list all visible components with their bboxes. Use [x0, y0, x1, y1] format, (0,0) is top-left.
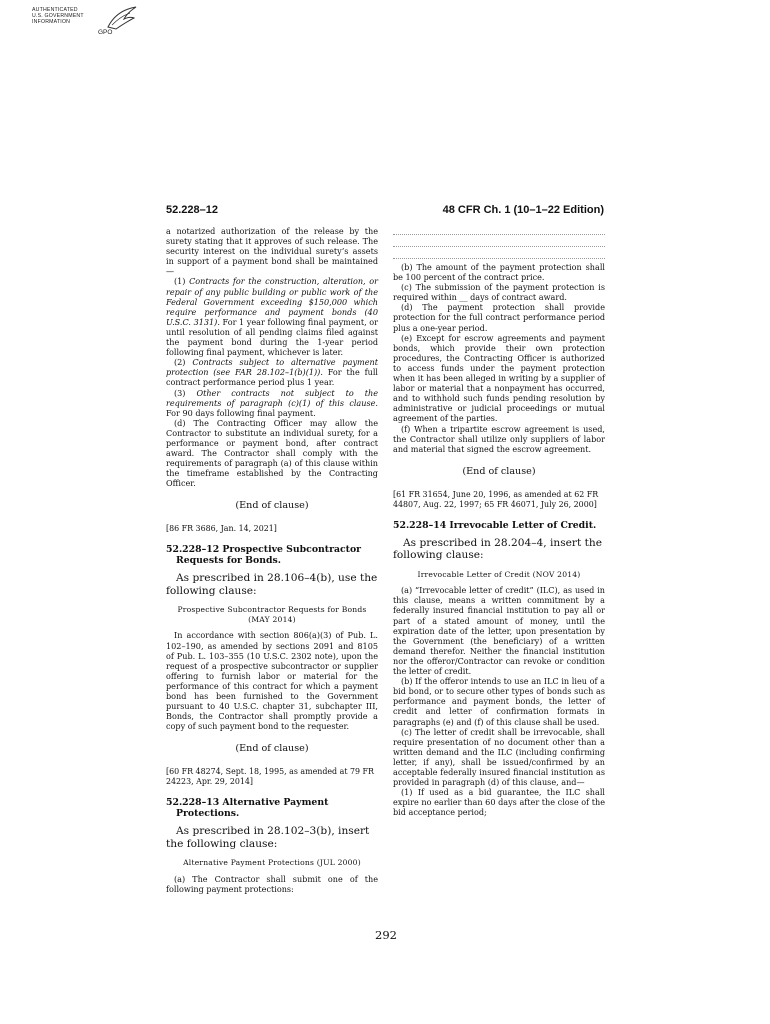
right-column — [393, 226, 605, 817]
running-head-section: 52.228–12 — [166, 204, 218, 216]
paragraph-text: For 1 year following final payment, or until resolution of all pending claims filed against the payment bond during the 1-year period following final payment, whichever is later. — [166, 316, 379, 358]
clause-title: Alternative Payment Protections (JUL 2000) — [183, 858, 361, 868]
blank-line — [393, 226, 605, 235]
clause-title: Prospective Subcontractor Requests for Bonds (MAY 2014) — [177, 605, 367, 624]
source-citation: [61 FR 31654, June 20, 1996, as amended at 62 FR 44807, Aug. 22, 1997; 65 FR 46071, July 26, 2000] — [393, 489, 599, 509]
paragraph: (b) If the offeror intends to use an ILC in lieu of a bid bond, or to secure other types of bonds such as performance and payment bonds, the letter of credit and letter of confirmation formats in paragraphs (e) and (f) of this clause shall be used. — [393, 676, 605, 727]
gpo-authentication-logo — [32, 5, 142, 41]
paragraph: (a) The Contractor shall submit one of the following payment protections: — [166, 873, 378, 894]
paragraph: (d) The Contracting Officer may allow the Contractor to substitute an individual surety, for a performance or payment bond, after contract award. The Contractor shall comply with the requirements of paragraph (a) of this clause within the timeframe established by the Contracting Officer. — [166, 417, 378, 489]
left-column — [166, 226, 378, 894]
paragraph: (f) When a tripartite escrow agreement is used, the Contractor shall utilize only suppliers of labor and material that signed the escrow agreement. — [393, 423, 605, 454]
paragraph: (c) The letter of credit shall be irrevocable, shall require presentation of no document other than a written demand and the ILC (including confirming letter, if any), shall be issued/confirmed by an acceptable federally insured financial institution as provided in paragraph (d) of this clause, and— — [393, 726, 605, 788]
running-head-title: 48 CFR Ch. 1 (10–1–22 Edition) — [442, 204, 604, 216]
italic-text: Other contracts not subject to the requirements of paragraph (c)(1) of this clause. — [166, 387, 378, 408]
blank-line — [393, 250, 605, 259]
gpo-mark: GPO — [98, 29, 113, 36]
paragraph: (d) The payment protection shall provide protection for the full contract performance period plus a one-year period. — [393, 302, 605, 333]
end-of-clause: (End of clause) — [235, 500, 309, 512]
paragraph — [166, 388, 378, 418]
paragraph: (b) The amount of the payment protection shall be 100 percent of the contract price. — [393, 262, 605, 283]
paragraph: (e) Except for escrow agreements and payment bonds, which provide their own protection procedures, the Contracting Officer is authorized to access funds under the payment protection when it has been alleged in writing by a supplier of labor or material that a nonpayment has occurred, and to withhold such funds pending resolution by administrative or judicial proceedings or mutual agreement of the parties. — [393, 332, 605, 424]
source-citation: [86 FR 3686, Jan. 14, 2021] — [166, 524, 277, 534]
source-citation: [60 FR 48274, Sept. 18, 1995, as amended at 79 FR 24223, Apr. 29, 2014] — [166, 767, 374, 787]
end-of-clause: (End of clause) — [462, 465, 536, 477]
logo-text — [32, 7, 84, 25]
blank-line — [393, 238, 605, 247]
italic-text: Contracts subject to alternative payment protection (see FAR 28.102–1(b)(1)). — [166, 357, 378, 378]
paragraph — [166, 276, 378, 357]
paragraph-text: For 90 days following final payment. — [166, 407, 316, 418]
paragraph-text: For the full contract performance period plus 1 year. — [166, 367, 378, 388]
paragraph: (a) “Irrevocable letter of credit” (ILC), as used in this clause, means a written commitment by a federally insured financial institution to pay all or part of a stated amount of money, until the expiration date of the letter, upon presentation by the Government (the beneficiary) of a written demand therefor. Neither the financial institution nor the offeror/Contractor can revoke or condition the letter of credit. — [393, 585, 605, 677]
item-number: (1) — [174, 276, 190, 287]
logo-line: U.S. GOVERNMENT — [32, 13, 84, 19]
paragraph: In accordance with section 806(a)(3) of Pub. L. 102–190, as amended by sections 2091 and 8105 of Pub. L. 103–355 (10 U.S.C. 2302 note), upon the request of a prospective subcontractor or supplier offering to furnish labor or material for the performance of this contract for which a payment bond has been furnished to the Government pursuant to 40 U.S.C. chapter 31, subchapter III, Bonds, the Contractor shall promptly provide a copy of such payment bond to the requester. — [166, 630, 378, 732]
paragraph: (1) If used as a bid guarantee, the ILC shall expire no earlier than 60 days after the close of the bid acceptance period; — [393, 787, 605, 818]
section-heading: 52.228–13 Alternative Payment Protections. — [166, 797, 329, 820]
prescription-text: As prescribed in 28.106–4(b), use the following clause: — [166, 572, 378, 597]
item-number: (2) — [174, 357, 193, 368]
section-heading: 52.228–12 Prospective Subcontractor Requests for Bonds. — [166, 544, 362, 567]
prescription-text: As prescribed in 28.102–3(b), insert the following clause: — [166, 825, 370, 850]
paragraph: (c) The submission of the payment protection is required within __ days of contract award. — [393, 282, 605, 303]
prescription-text: As prescribed in 28.204–4, insert the following clause: — [393, 536, 602, 562]
paragraph: a notarized authorization of the release by the surety stating that it approves of such release. The security interest on the individual surety’s assets in support of a payment bond shall be maintained— — [166, 226, 378, 277]
item-number: (3) — [174, 387, 197, 398]
section-heading: 52.228–14 Irrevocable Letter of Credit. — [393, 519, 597, 531]
end-of-clause: (End of clause) — [235, 743, 309, 755]
logo-line: AUTHENTICATED — [32, 7, 78, 13]
italic-text: Contracts for the construction, alteration, or repair of any public building or public work of the Federal Government exceeding $150,000 which require performance and payment bonds (40 U.S.C. 3131). — [166, 276, 378, 327]
logo-line: INFORMATION — [32, 19, 71, 25]
paragraph — [166, 357, 378, 387]
clause-title: Irrevocable Letter of Credit (NOV 2014) — [417, 569, 581, 579]
page-number: 292 — [375, 928, 397, 942]
